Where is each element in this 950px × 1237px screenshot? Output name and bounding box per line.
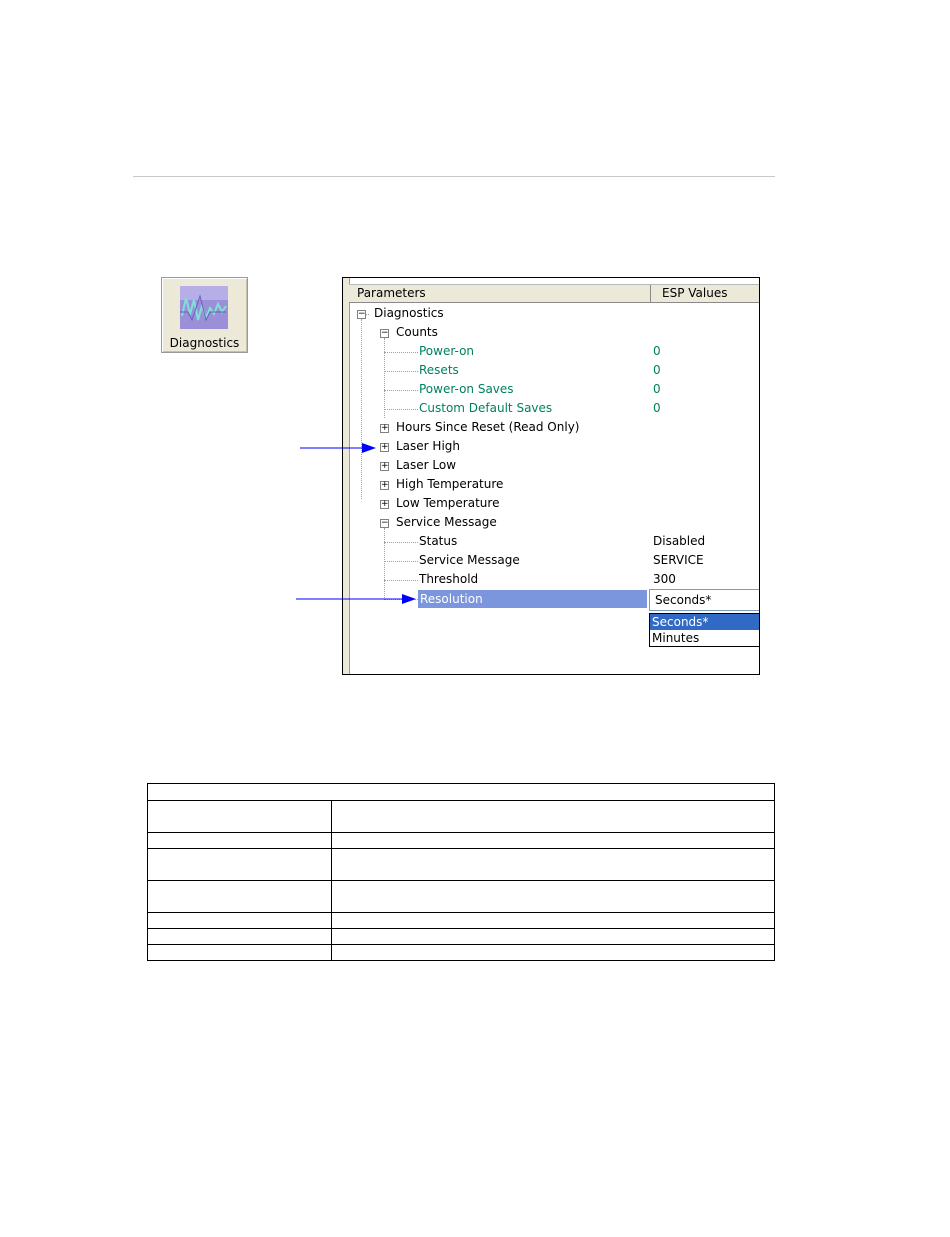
table-row [148,913,775,929]
diagnostics-button-label: Diagnostics [169,336,240,350]
parameter-tree-window [342,277,760,675]
table-row [148,929,775,945]
tree-connector [384,390,418,391]
table-row [148,801,775,833]
tree-item-status[interactable]: Status [419,534,458,548]
tree-item-service-message[interactable]: Service Message [419,553,520,567]
callout-arrow-laser-high [300,440,380,456]
header-rule [133,176,775,177]
table-cell [148,784,775,801]
value-custom-default-saves: 0 [653,401,661,415]
dropdown-option-seconds[interactable]: Seconds* [650,614,760,630]
parameter-table [147,783,775,961]
tree-connector [384,528,385,600]
collapse-icon[interactable]: − [358,309,366,319]
column-header-esp-values[interactable]: ESP Values [662,286,728,300]
table-cell [148,849,332,881]
value-status: Disabled [653,534,706,548]
tree-connector [384,409,418,410]
tree-item-custom-default-saves[interactable]: Custom Default Saves [419,401,553,415]
value-service-message: SERVICE [653,553,704,567]
diagnostics-waveform-icon [180,286,228,329]
tree-item-laser-low[interactable]: Laser Low [396,458,457,472]
tree-item-power-on[interactable]: Power-on [419,344,475,358]
table-cell [332,881,775,913]
tree-connector [384,338,385,418]
tree-item-resets[interactable]: Resets [419,363,459,377]
tree-item-high-temperature[interactable]: High Temperature [396,477,504,491]
table-cell [332,929,775,945]
collapse-icon[interactable]: − [381,518,389,528]
table-cell [148,929,332,945]
expand-icon[interactable]: + [381,423,389,433]
tree-item-service-message-group[interactable]: Service Message [396,515,497,529]
tree-item-low-temperature[interactable]: Low Temperature [396,496,500,510]
table-row [148,849,775,881]
expand-icon[interactable]: + [381,442,389,452]
resolution-combobox[interactable]: Seconds* [649,589,760,611]
tree-connector [384,561,418,562]
value-power-on: 0 [653,344,661,358]
table-row [148,881,775,913]
table-cell [148,801,332,833]
tree-item-counts[interactable]: Counts [396,325,438,339]
dropdown-option-minutes[interactable]: Minutes [652,631,700,645]
expand-icon[interactable]: + [381,499,389,509]
table-cell [148,913,332,929]
parameter-tree [343,278,759,674]
tree-connector [361,319,362,499]
value-threshold: 300 [653,572,676,586]
table-cell [332,833,775,849]
tree-item-threshold[interactable]: Threshold [419,572,479,586]
table-cell [332,913,775,929]
table-cell [332,849,775,881]
table-cell [148,945,332,961]
collapse-icon[interactable]: − [381,328,389,338]
tree-connector [384,352,418,353]
column-header-parameters[interactable]: Parameters [349,285,651,302]
diagnostics-button[interactable] [161,277,248,353]
tree-item-resolution-selected[interactable]: Resolution [418,590,647,608]
table-cell [148,881,332,913]
tree-connector [384,371,418,372]
table-cell [332,945,775,961]
tree-connector [384,580,418,581]
tree-item-laser-high[interactable]: Laser High [396,439,461,453]
table-row [148,833,775,849]
table-cell [148,833,332,849]
callout-arrow-resolution [296,591,420,607]
value-power-on-saves: 0 [653,382,661,396]
table-row [148,945,775,961]
table-cell [332,801,775,833]
tree-item-diagnostics[interactable]: Diagnostics [374,306,444,320]
resolution-dropdown-list [649,613,760,647]
expand-icon[interactable]: + [381,461,389,471]
table-row [148,784,775,801]
tree-connector [384,542,418,543]
expand-icon[interactable]: + [381,480,389,490]
tree-item-hours-since-reset[interactable]: Hours Since Reset (Read Only) [396,420,580,434]
value-resets: 0 [653,363,661,377]
tree-item-power-on-saves[interactable]: Power-on Saves [419,382,514,396]
